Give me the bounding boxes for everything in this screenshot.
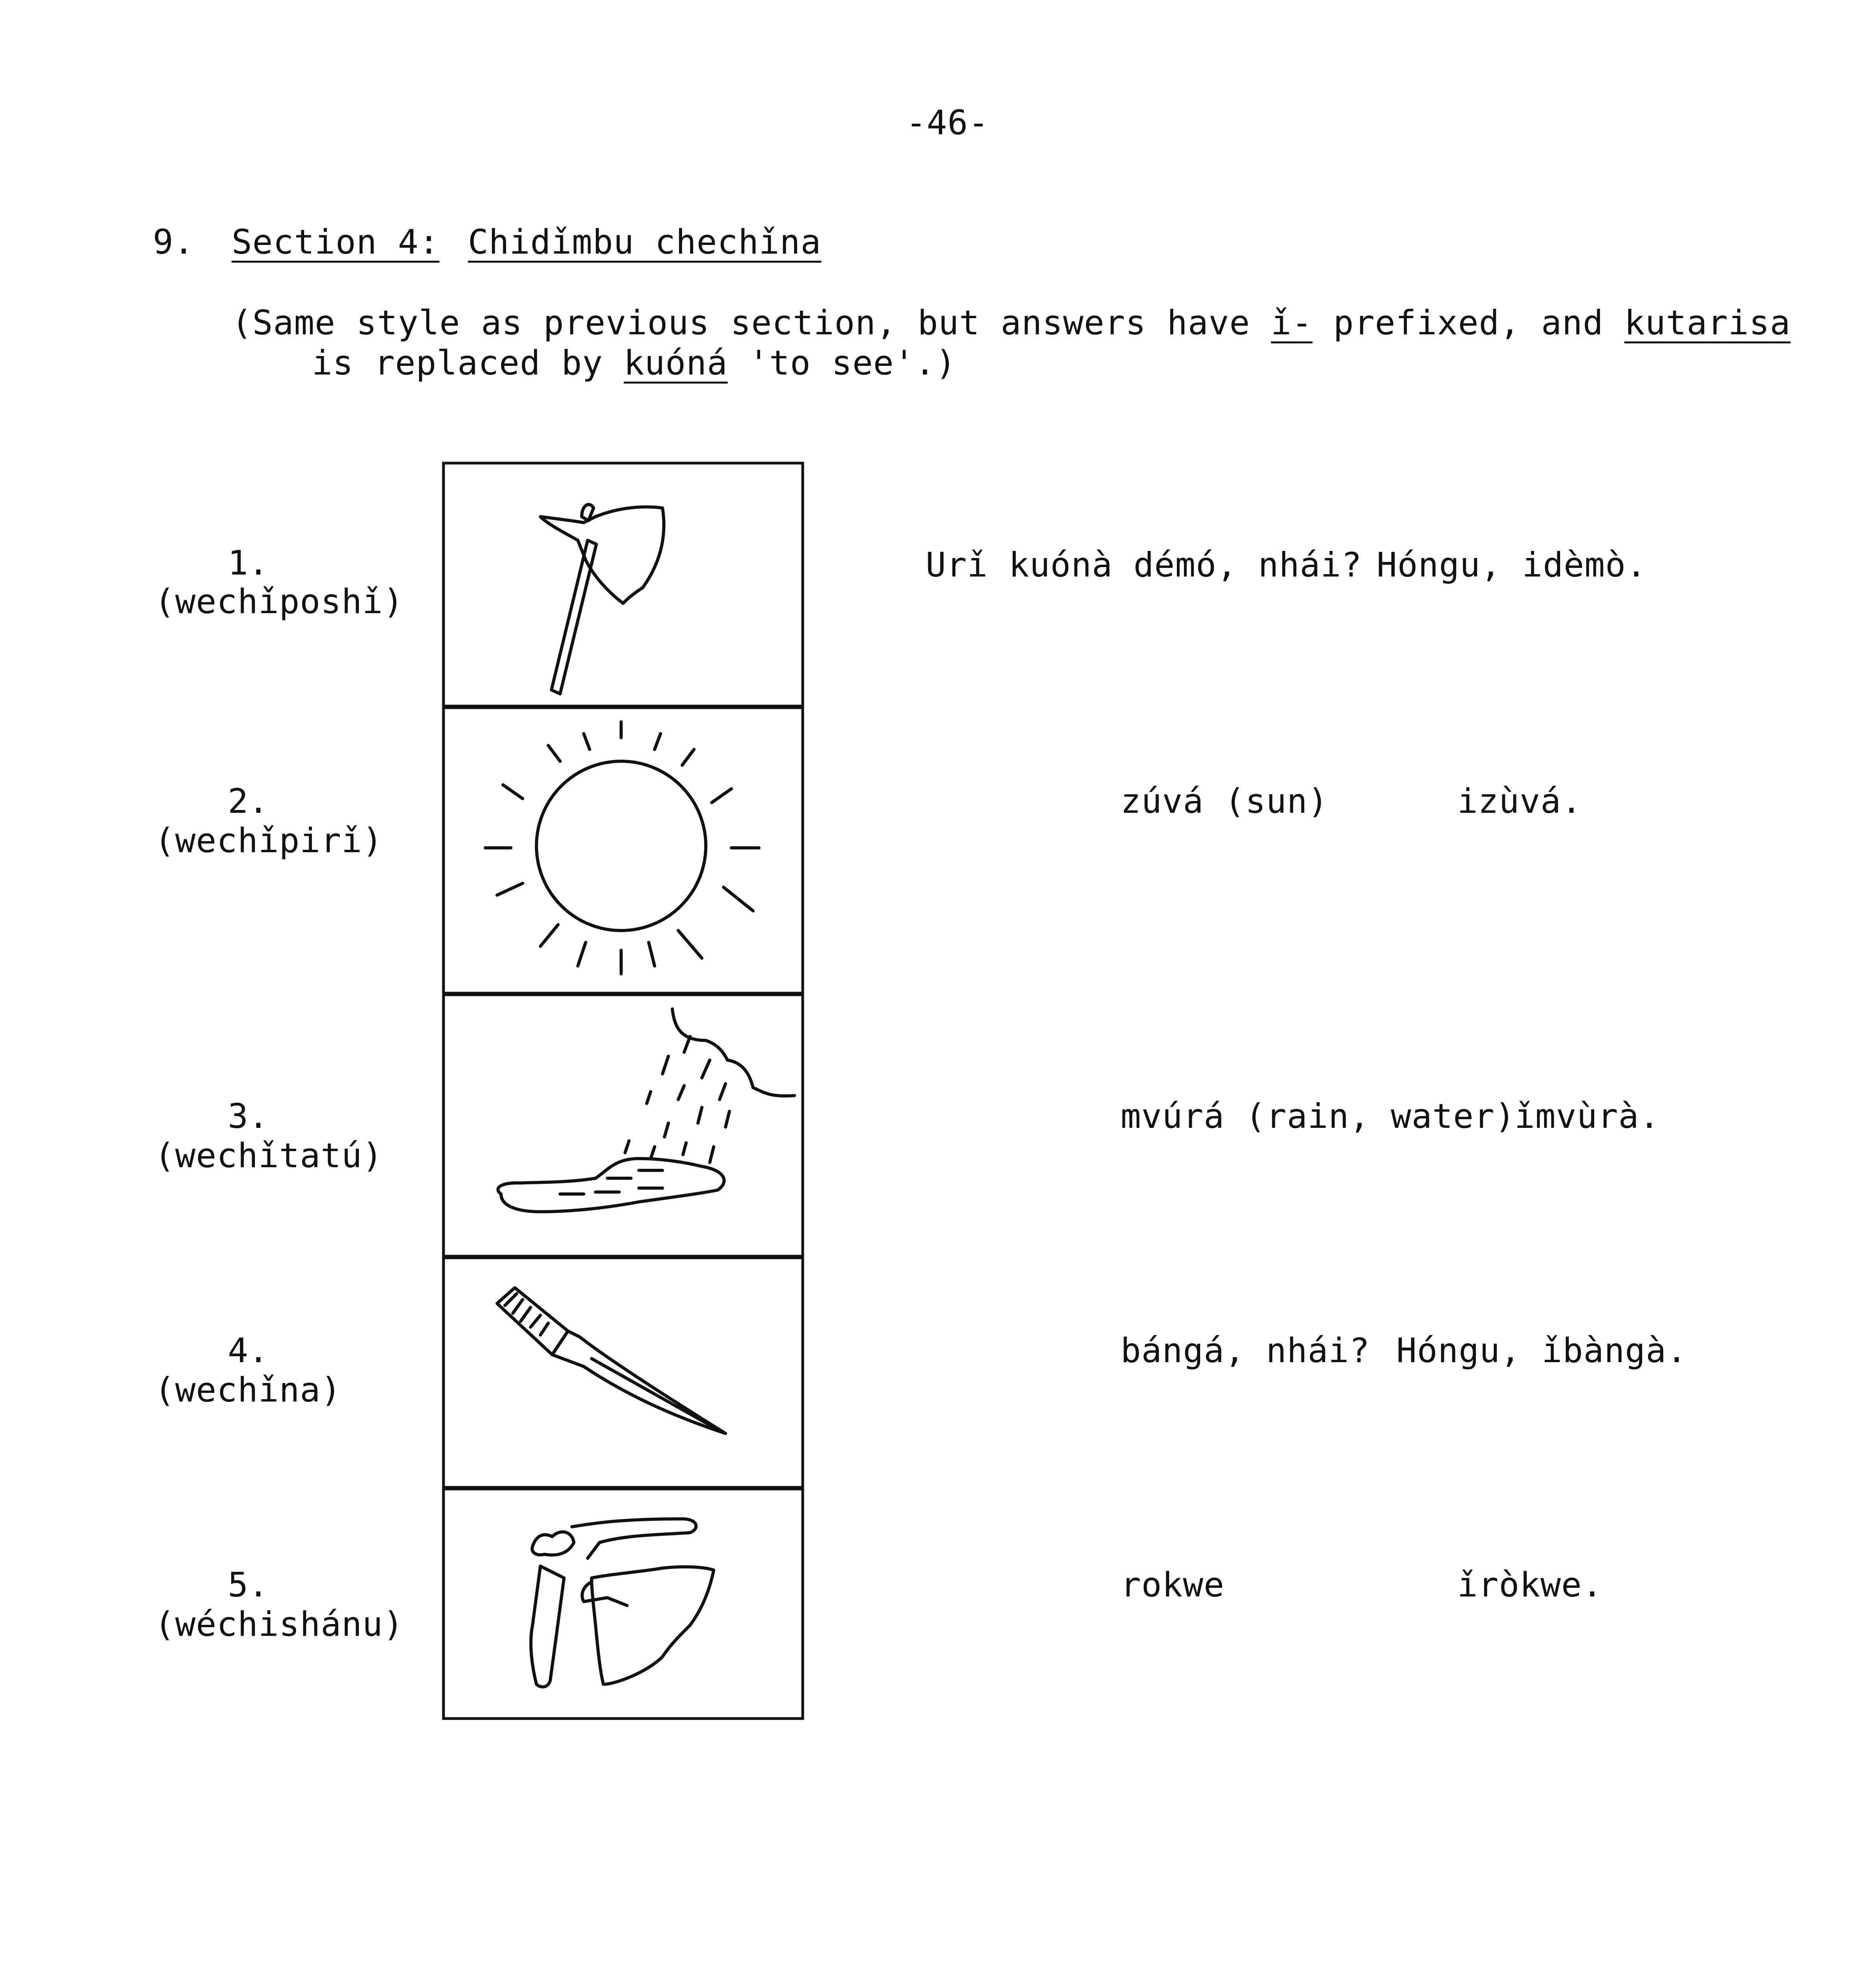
- item-word: (wéchishánu): [154, 1605, 404, 1644]
- item-answer-b: ǐmvùrà.: [1514, 1097, 1660, 1136]
- item-answer-b: Hóngu, idèmò.: [1377, 545, 1647, 585]
- item-word: (wechǐpirǐ): [154, 821, 383, 860]
- item-answer-a: rokwe: [1121, 1565, 1225, 1605]
- item-answer-b: Hóngu, ǐbàngà.: [1396, 1331, 1687, 1370]
- instructions-text: is replaced by: [312, 343, 624, 383]
- knife-icon: [442, 1256, 804, 1489]
- picture-column: [442, 462, 804, 1720]
- heading-section: Section 4:: [232, 222, 440, 262]
- instructions-line-2: [312, 343, 956, 383]
- item-word: (wechǐposhǐ): [154, 582, 404, 621]
- prefix-term: ǐ-: [1271, 303, 1313, 343]
- hand-icon: [442, 1487, 804, 1720]
- heading-number: 9.: [153, 222, 195, 262]
- item-word: (wechǐna): [154, 1370, 341, 1410]
- kutarisa-term: kutarisa: [1624, 303, 1791, 343]
- item-number: 4.: [228, 1331, 269, 1370]
- item-number: 1.: [228, 543, 269, 583]
- item-number: 5.: [228, 1565, 269, 1605]
- instructions-text: (Same style as previous section, but answers have: [232, 303, 1271, 343]
- sun-icon: [442, 706, 804, 995]
- instructions-text: prefixed, and: [1312, 303, 1625, 343]
- item-word: (wechǐtatú): [154, 1136, 383, 1175]
- kuona-term: kuóná: [623, 343, 728, 383]
- rain-icon: [442, 993, 804, 1258]
- item-number: 3.: [228, 1097, 269, 1136]
- item-answer-a: Urǐ kuónà démó, nhái?: [926, 545, 1362, 585]
- item-number: 2.: [228, 782, 269, 821]
- item-answer-a: zúvá (sun): [1121, 782, 1329, 821]
- axe-icon: [442, 462, 804, 708]
- instructions-text: 'to see'.): [727, 343, 957, 383]
- item-answer-a: mvúrá (rain, water): [1121, 1097, 1516, 1136]
- heading-title: Chidǐmbu chechǐna: [468, 222, 822, 262]
- instructions-line-1: [232, 303, 1791, 343]
- item-answer-b: ǐròkwe.: [1457, 1565, 1603, 1605]
- item-answer-a: bángá, nhái?: [1121, 1331, 1370, 1370]
- item-answer-b: izùvá.: [1457, 782, 1582, 821]
- page-number: -46-: [906, 103, 989, 143]
